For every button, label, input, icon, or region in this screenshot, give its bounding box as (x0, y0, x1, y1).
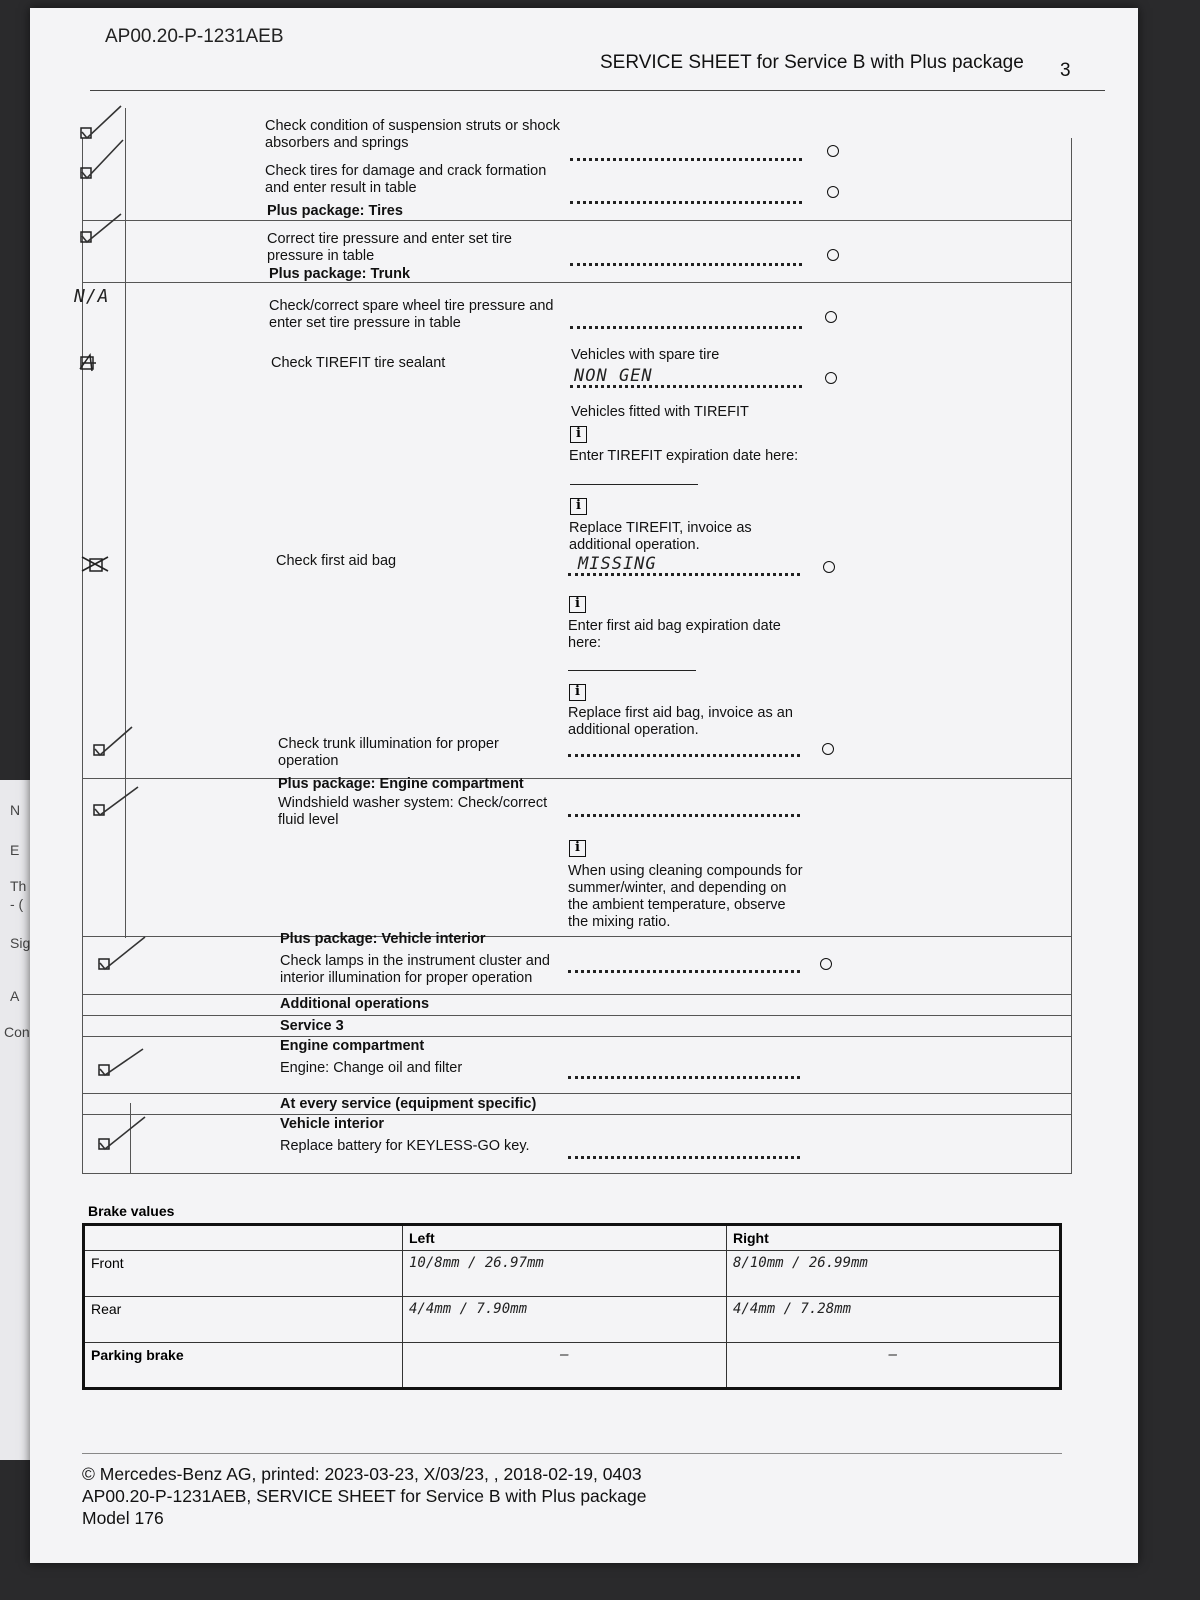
ok-circle-icon[interactable] (820, 958, 832, 970)
crossed-checkbox-icon (78, 553, 118, 578)
checked-checkbox-icon (95, 1113, 165, 1158)
result-line[interactable] (570, 263, 802, 266)
rear-right-value[interactable]: 4/4mm / 7.28mm (727, 1297, 1061, 1343)
section-divider (82, 778, 1072, 779)
footer-doc-ref: AP00.20-P-1231AEB, SERVICE SHEET for Service B with Plus package (82, 1486, 647, 1506)
section-divider (82, 1114, 1072, 1115)
under-fragment: Sig (10, 935, 31, 951)
info-icon: i (570, 498, 587, 515)
item-tires-damage: Check tires for damage and crack formation and enter result in table (265, 163, 547, 196)
info-icon: i (569, 684, 586, 701)
na-checkbox-icon (78, 353, 108, 378)
result-line[interactable] (570, 326, 802, 329)
section-service3: Service 3 (280, 1018, 344, 1034)
section-plus-tires: Plus package: Tires (267, 203, 403, 219)
result-line[interactable] (568, 970, 800, 973)
checklist-frame (82, 138, 1072, 1173)
info-icon: i (569, 596, 586, 613)
item-keyless-battery: Replace battery for KEYLESS-GO key. (280, 1138, 530, 1154)
rear-left-value[interactable]: 4/4mm / 7.90mm (403, 1297, 727, 1343)
under-fragment: A (10, 988, 20, 1004)
section-divider (82, 282, 1072, 283)
section-divider (82, 1036, 1072, 1037)
header-right: Right (727, 1225, 1061, 1251)
item-lamps: Check lamps in the instrument cluster and interior illumination for proper operation (280, 953, 550, 986)
handwritten-tirefit: NON GEN (574, 366, 653, 386)
ok-circle-icon[interactable] (827, 186, 839, 198)
item-trunk-light: Check trunk illumination for proper operation (278, 736, 499, 769)
checked-checkbox-icon (75, 100, 155, 210)
section-plus-engine: Plus package: Engine compartment (278, 776, 524, 792)
brake-values-table (82, 1223, 1062, 1390)
under-fragment: E (10, 842, 20, 858)
row-label: Parking brake (84, 1343, 403, 1389)
row-label: Rear (84, 1297, 403, 1343)
info-icon: i (569, 840, 586, 857)
row-label: Front (84, 1251, 403, 1297)
parking-left-value[interactable]: — (403, 1343, 727, 1389)
section-divider (82, 1015, 1072, 1016)
front-left-value[interactable]: 10/8mm / 26.97mm (403, 1251, 727, 1297)
section-divider (82, 994, 1072, 995)
under-fragment: Th (10, 878, 27, 894)
parking-right-value[interactable]: — (727, 1343, 1061, 1389)
result-line[interactable] (568, 1156, 800, 1159)
section-divider (82, 936, 1072, 937)
result-line[interactable] (570, 201, 802, 204)
ok-circle-icon[interactable] (825, 372, 837, 384)
checked-checkbox-icon (90, 783, 160, 823)
footer-copyright: © Mercedes-Benz AG, printed: 2023-03-23, X/03/23, , 2018-02-19, 0403 (82, 1464, 642, 1484)
page-number: 3 (1060, 60, 1071, 81)
front-right-value[interactable]: 8/10mm / 26.99mm (727, 1251, 1061, 1297)
header-left: Left (403, 1225, 727, 1251)
note-spare-tire: Vehicles with spare tire (571, 347, 720, 363)
note-washer-info: When using cleaning compounds for summer/winter, and depending on the ambient temperature, observe the mixing ratio. (568, 863, 803, 930)
result-line[interactable] (568, 573, 800, 576)
under-fragment: Con (4, 1024, 30, 1040)
section-plus-trunk: Plus package: Trunk (269, 266, 411, 282)
item-washer: Windshield washer system: Check/correct fluid level (278, 795, 548, 828)
section-vehicle-interior: Vehicle interior (280, 1116, 384, 1132)
note-tirefit-date: Enter TIREFIT expiration date here: (569, 448, 799, 464)
section-engine-compartment: Engine compartment (280, 1038, 425, 1054)
result-line[interactable] (568, 754, 800, 757)
section-divider (82, 1173, 1072, 1174)
table-row (84, 1297, 1061, 1343)
item-spare-wheel: Check/correct spare wheel tire pressure and enter set tire pressure in table (269, 298, 554, 331)
handwritten-first-aid: MISSING (578, 554, 657, 574)
table-row (84, 1343, 1061, 1389)
item-first-aid: Check first aid bag (276, 553, 397, 569)
ok-circle-icon[interactable] (827, 249, 839, 261)
checked-checkbox-icon (95, 933, 165, 978)
sheet-title: SERVICE SHEET for Service B with Plus package (600, 52, 1024, 73)
table-row (84, 1251, 1061, 1297)
checked-checkbox-icon (75, 208, 155, 258)
na-mark: N/A (74, 286, 110, 307)
under-fragment: N (10, 802, 21, 818)
ok-circle-icon[interactable] (825, 311, 837, 323)
result-line[interactable] (570, 158, 802, 161)
note-tirefit-fitted: Vehicles fitted with TIREFIT (571, 404, 749, 420)
footer-divider (82, 1453, 1062, 1454)
tirefit-date-field[interactable] (570, 484, 698, 485)
section-every-service: At every service (equipment specific) (280, 1096, 537, 1112)
result-line[interactable] (570, 385, 802, 388)
info-icon: i (570, 426, 587, 443)
section-plus-interior: Plus package: Vehicle interior (280, 931, 486, 947)
item-tire-pressure: Correct tire pressure and enter set tire pressure in table (267, 231, 512, 264)
first-aid-date-field[interactable] (568, 670, 696, 671)
item-suspension: Check condition of suspension struts or shock absorbers and springs (265, 118, 560, 151)
ok-circle-icon[interactable] (822, 743, 834, 755)
section-divider (82, 220, 1072, 221)
checked-checkbox-icon (95, 1043, 165, 1083)
service-sheet-page (30, 8, 1138, 1563)
checked-checkbox-icon (90, 723, 160, 763)
footer (82, 1463, 647, 1529)
note-first-aid-date: Enter first aid bag expiration date here: (568, 618, 781, 651)
under-fragment: - ( (10, 896, 24, 912)
section-divider (82, 1093, 1072, 1094)
doc-code: AP00.20-P-1231AEB (105, 26, 284, 47)
note-first-aid-replace: Replace first aid bag, invoice as an additional operation. (568, 705, 793, 738)
ok-circle-icon[interactable] (827, 145, 839, 157)
item-tirefit: Check TIREFIT tire sealant (271, 355, 446, 371)
result-line[interactable] (568, 814, 800, 817)
header-divider (90, 90, 1105, 91)
item-oil-filter: Engine: Change oil and filter (280, 1060, 463, 1076)
header-blank-cell (84, 1225, 403, 1251)
footer-model: Model 176 (82, 1508, 164, 1528)
note-tirefit-replace: Replace TIREFIT, invoice as additional operation. (569, 520, 752, 553)
brake-values-caption: Brake values (88, 1203, 175, 1219)
result-line[interactable] (568, 1076, 800, 1079)
table-header-row (84, 1225, 1061, 1251)
section-additional-ops: Additional operations (280, 996, 430, 1012)
ok-circle-icon[interactable] (823, 561, 835, 573)
